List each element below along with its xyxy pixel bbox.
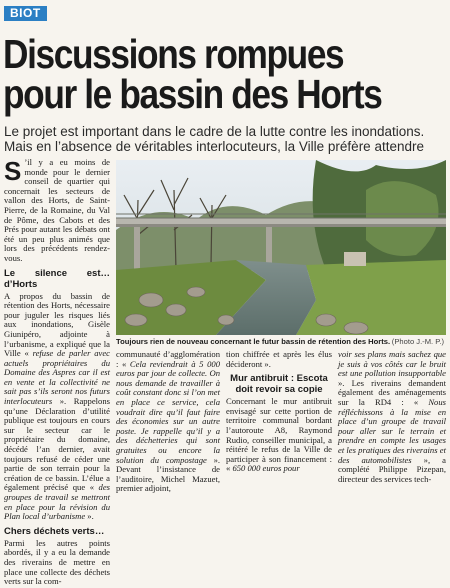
quote-text: voir ses plans mais sachez que je suis à vos côtés car le bruit est une pollution insupportable bbox=[338, 349, 446, 379]
photo-credit: (Photo J.-M. P.) bbox=[391, 337, 444, 346]
subheading-dechets: Chers déchets verts… bbox=[4, 525, 105, 537]
paragraph-riverains bbox=[338, 350, 446, 484]
paragraph-text: ». bbox=[85, 511, 94, 522]
article-column-4 bbox=[338, 350, 446, 485]
photo-caption bbox=[116, 337, 446, 347]
article-photo bbox=[116, 160, 446, 335]
caption-text: Toujours rien de nouveau concernant le futur bassin de rétention des Horts. bbox=[116, 337, 391, 346]
quote-text: refuse de parler avec actuels propriétaires du Domaine des Aspres car il est en vente et la collectivité ne sait pas s’ils seront nos futurs interlocuteurs bbox=[4, 348, 110, 407]
subheadline bbox=[4, 124, 450, 154]
section-rubric: BIOT bbox=[4, 6, 47, 21]
headline-line-1: Discussions rompues bbox=[3, 31, 344, 77]
headline bbox=[3, 31, 387, 117]
headline-line-2: pour le bassin des Horts bbox=[3, 71, 382, 117]
paragraph-bassin bbox=[4, 292, 110, 522]
paragraph-text: communauté d’agglomération : « bbox=[116, 349, 220, 369]
subheadline-line-1: Le projet est important dans le cadre de la lutte contre les inondations. bbox=[4, 124, 425, 139]
paragraph-text: ». Les riverains demandent également des aménagements sur la RD4 : « bbox=[338, 377, 446, 407]
lead-paragraph bbox=[4, 158, 110, 264]
article-column-3 bbox=[226, 350, 332, 475]
paragraph-text: ». Devant l’insistance de l’auditoire, Michel Mazuet, premier adjoint, bbox=[116, 454, 221, 494]
subheadline-line-2: Mais en l’absence de véritables interlocuteurs, la Ville préfère attendre bbox=[4, 139, 424, 154]
quote-text: 650 000 euros pour bbox=[230, 463, 300, 474]
paragraph-text: ». Rappelons qu’une Déclaration d’utilité publique est toujours en cours sur le secteur car le propriétaire du domaine, décédé l’an dernier, avait toujours refusé de céder une partie de son terrain pour la création de ce bassin. L’élue a également précisé que « bbox=[4, 396, 110, 493]
paragraph-mur bbox=[226, 397, 332, 474]
paragraph-collecte bbox=[116, 350, 220, 494]
paragraph-text: », a complété Philippe Pizepan, directeur des services tech- bbox=[338, 454, 446, 484]
paragraph-text: A propos du bassin de rétention des Horts, nécessaire pour juguler les risques liés aux inondations, Gisèle Giunipéro, adjointe à l’urbanisme, a expliqué que la Ville « bbox=[4, 290, 110, 359]
lead-text: ’il y a eu moins de monde pour le dernier conseil de quartier qui concernait les secteurs de vallon des Horts, de Saint-Pierre, de la Romaine, du Val de Pôme, des Cabots et des Prés pour autant les débats ont été un peu plus animés que lors des précédents rendez-vous. bbox=[4, 157, 110, 263]
subheading-mur-antibruit: Mur antibruit : Escota doit revoir sa copie bbox=[230, 373, 328, 396]
quote-text: Nous réfléchissons à la mise en place d’un groupe de travail pour aller sur le terrain et prendre en compte les usages et les pratiques des riverains et des automobilistes bbox=[338, 396, 446, 465]
drop-cap: S bbox=[4, 156, 22, 186]
quote-text: des groupes de travail se mettront en place pour la révision du Plan local d’urbanisme bbox=[4, 482, 111, 522]
paragraph-intro: tion chiffrée et après les élus décideront ». bbox=[226, 349, 332, 369]
article-column-1 bbox=[4, 158, 110, 588]
paragraph-dechets: Parmi les autres points abordés, il y a eu la demande des riverains de mettre en place une collecte des déchets verts sur la com- bbox=[4, 537, 110, 587]
subheading-silence: Le silence est… d’Horts bbox=[4, 267, 110, 290]
bassin-photo-illustration bbox=[116, 160, 446, 335]
quote-text: Cela reviendrait à 5 000 euros par jour de collecte. On nous demande de travailler à coût constant donc si l’on met en place ce service, cela voudrait dire qu’il faut faire des économies sur un autre poste. Je rappelle qu’il y a des déchetteries qui sont gratuites ou encore la solution du compostage bbox=[116, 358, 220, 465]
paragraph-text: Concernant le mur antibruit envisagé sur cette portion de territoire communal bordant l’autoroute A8, Raymond Rudio, conseiller municipal, a réitéré le refus de la Ville de participer à son financement : « bbox=[226, 396, 332, 474]
article-column-2 bbox=[116, 350, 220, 495]
